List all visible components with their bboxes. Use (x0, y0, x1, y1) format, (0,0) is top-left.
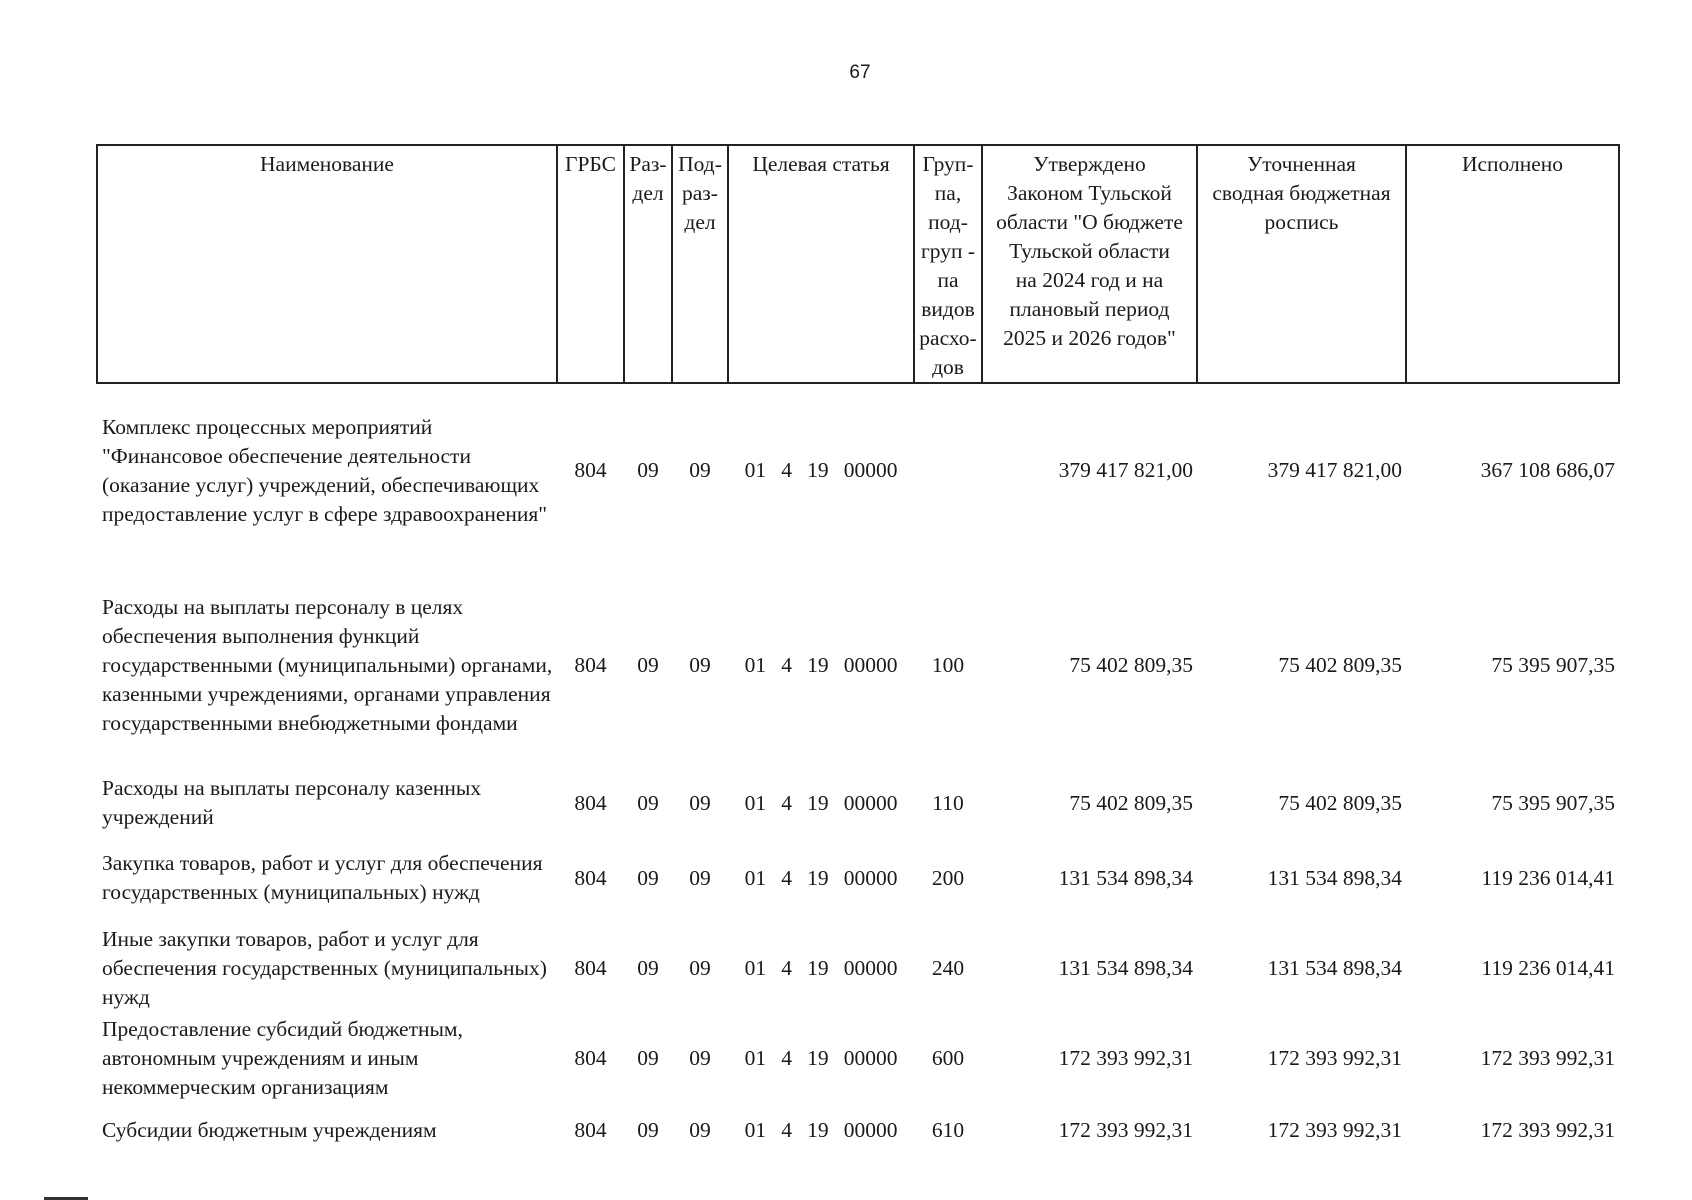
target-article-parts (731, 864, 911, 893)
target-article-part: 19 (807, 955, 829, 980)
table-row (97, 1013, 1619, 1103)
row-refined: 131 534 898,34 (1267, 955, 1402, 980)
row-executed: 75 395 907,35 (1491, 652, 1615, 677)
row-razdel: 09 (637, 652, 659, 677)
row-podrazdel: 09 (689, 652, 711, 677)
target-article-part: 00000 (843, 1117, 898, 1142)
row-target-article (728, 1013, 914, 1103)
target-article-part: 00000 (843, 865, 898, 890)
row-expense-group: 240 (931, 955, 965, 980)
header-grbs: ГРБС (557, 145, 624, 383)
target-article-part: 01 (744, 865, 767, 890)
row-grbs: 804 (574, 1045, 607, 1070)
row-approved: 379 417 821,00 (1058, 458, 1193, 482)
table-row (97, 833, 1619, 923)
target-article-part: 01 (744, 652, 767, 677)
row-target-article (728, 773, 914, 833)
header-target-article: Целевая статья (728, 145, 914, 383)
row-refined: 131 534 898,34 (1267, 865, 1402, 890)
table-body (97, 383, 1619, 1157)
row-name: Комплекс процессных мероприятий "Финансовое обеспечение деятельности (оказание услуг) учреждений, обеспечивающих предоставление услуг в сфере здравоохранения" (102, 414, 548, 526)
target-article-parts (731, 954, 911, 983)
row-grbs: 804 (574, 652, 607, 677)
row-expense-group: 100 (931, 652, 965, 677)
row-executed: 172 393 992,31 (1480, 1117, 1615, 1142)
row-name: Расходы на выплаты персоналу казенных учреждений (102, 776, 482, 829)
table-row (97, 923, 1619, 1013)
row-grbs: 804 (574, 458, 607, 482)
target-article-part: 00000 (843, 790, 898, 815)
target-article-part: 19 (807, 652, 829, 677)
row-razdel: 09 (637, 955, 659, 980)
row-approved: 131 534 898,34 (1058, 955, 1193, 980)
row-razdel: 09 (637, 1117, 659, 1142)
table-row (97, 557, 1619, 773)
row-target-article (728, 1103, 914, 1157)
row-grbs: 804 (574, 865, 607, 890)
row-grbs: 804 (574, 955, 607, 980)
row-approved: 75 402 809,35 (1069, 790, 1193, 815)
row-executed: 119 236 014,41 (1481, 955, 1615, 980)
row-refined: 172 393 992,31 (1267, 1045, 1402, 1070)
target-article-part: 01 (744, 790, 767, 815)
row-target-article (728, 923, 914, 1013)
table-row (97, 773, 1619, 833)
row-target-article (728, 557, 914, 773)
row-razdel: 09 (637, 865, 659, 890)
header-approved: Утверждено Законом Тульской области "О бюджете Тульской области на 2024 год и на плановый период 2025 и 2026 годов" (982, 145, 1197, 383)
target-article-part: 01 (744, 1045, 767, 1070)
row-podrazdel: 09 (689, 865, 711, 890)
target-article-part: 4 (781, 790, 792, 815)
target-article-parts (731, 1044, 911, 1073)
target-article-part: 19 (807, 1045, 829, 1070)
target-article-part: 4 (781, 865, 792, 890)
row-name: Иные закупки товаров, работ и услуг для обеспечения государственных (муниципальных) нужд (102, 926, 547, 1009)
row-name: Субсидии бюджетным учреждениям (102, 1117, 437, 1142)
target-article-part: 00000 (843, 652, 898, 677)
row-razdel: 09 (637, 1045, 659, 1070)
target-article-part: 01 (744, 458, 767, 482)
target-article-part: 19 (807, 458, 829, 482)
row-podrazdel: 09 (689, 1117, 711, 1142)
budget-table (96, 144, 1620, 1157)
target-article-part: 01 (744, 955, 767, 980)
row-expense-group: 110 (932, 790, 964, 815)
header-executed: Исполнено (1406, 145, 1619, 383)
header-name: Наименование (97, 145, 557, 383)
row-grbs: 804 (574, 790, 607, 815)
row-refined: 75 402 809,35 (1278, 790, 1402, 815)
table-row (97, 1103, 1619, 1157)
target-article-part: 19 (807, 790, 829, 815)
target-article-part: 00000 (843, 955, 898, 980)
row-approved: 172 393 992,31 (1058, 1117, 1193, 1142)
row-razdel: 09 (637, 458, 659, 482)
row-name: Расходы на выплаты персоналу в целях обеспечения выполнения функций государственными (муниципальными) органами, казенными учреждениями, органами управления государственными внебюджетными фондами (102, 594, 553, 735)
target-article-part: 4 (781, 652, 792, 677)
target-article-part: 4 (781, 1117, 792, 1142)
row-podrazdel: 09 (689, 790, 711, 815)
row-podrazdel: 09 (689, 458, 711, 482)
header-expense-group: Груп- па, под- груп - па видов расхо- дов (914, 145, 982, 383)
table-header (97, 145, 1619, 383)
target-article-part: 00000 (843, 1045, 898, 1070)
row-expense-group: 200 (931, 865, 965, 890)
row-expense-group: 600 (931, 1045, 965, 1070)
row-podrazdel: 09 (689, 1045, 711, 1070)
row-target-article (728, 833, 914, 923)
target-article-part: 19 (807, 865, 829, 890)
target-article-parts (731, 1116, 911, 1145)
row-refined: 379 417 821,00 (1267, 458, 1402, 482)
row-approved: 172 393 992,31 (1058, 1045, 1193, 1070)
row-expense-group (914, 383, 982, 557)
row-name: Закупка товаров, работ и услуг для обеспечения государственных (муниципальных) нужд (102, 851, 543, 904)
row-podrazdel: 09 (689, 955, 711, 980)
target-article-parts (731, 456, 911, 485)
target-article-parts (731, 651, 911, 680)
header-refined: Уточненная сводная бюджетная роспись (1197, 145, 1406, 383)
row-target-article (728, 383, 914, 557)
page-number: 67 (849, 62, 871, 83)
target-article-part: 4 (781, 955, 792, 980)
row-expense-group: 610 (931, 1117, 965, 1142)
row-refined: 75 402 809,35 (1278, 652, 1402, 677)
target-article-part: 00000 (843, 458, 898, 482)
header-razdel: Раз- дел (624, 145, 672, 383)
target-article-part: 4 (781, 1045, 792, 1070)
target-article-parts (731, 789, 911, 818)
row-grbs: 804 (574, 1117, 607, 1142)
target-article-part: 01 (744, 1117, 767, 1142)
row-approved: 131 534 898,34 (1058, 865, 1193, 890)
target-article-part: 19 (807, 1117, 829, 1142)
target-article-part: 4 (781, 458, 792, 482)
row-approved: 75 402 809,35 (1069, 652, 1193, 677)
header-podrazdel: Под- раз- дел (672, 145, 728, 383)
row-executed: 367 108 686,07 (1480, 458, 1615, 482)
row-executed: 119 236 014,41 (1481, 865, 1615, 890)
table-row (97, 383, 1619, 557)
row-razdel: 09 (637, 790, 659, 815)
row-name: Предоставление субсидий бюджетным, автономным учреждениям и иным некоммерческим организациям (102, 1016, 463, 1099)
row-executed: 75 395 907,35 (1491, 790, 1615, 815)
row-refined: 172 393 992,31 (1267, 1117, 1402, 1142)
row-executed: 172 393 992,31 (1480, 1045, 1615, 1070)
